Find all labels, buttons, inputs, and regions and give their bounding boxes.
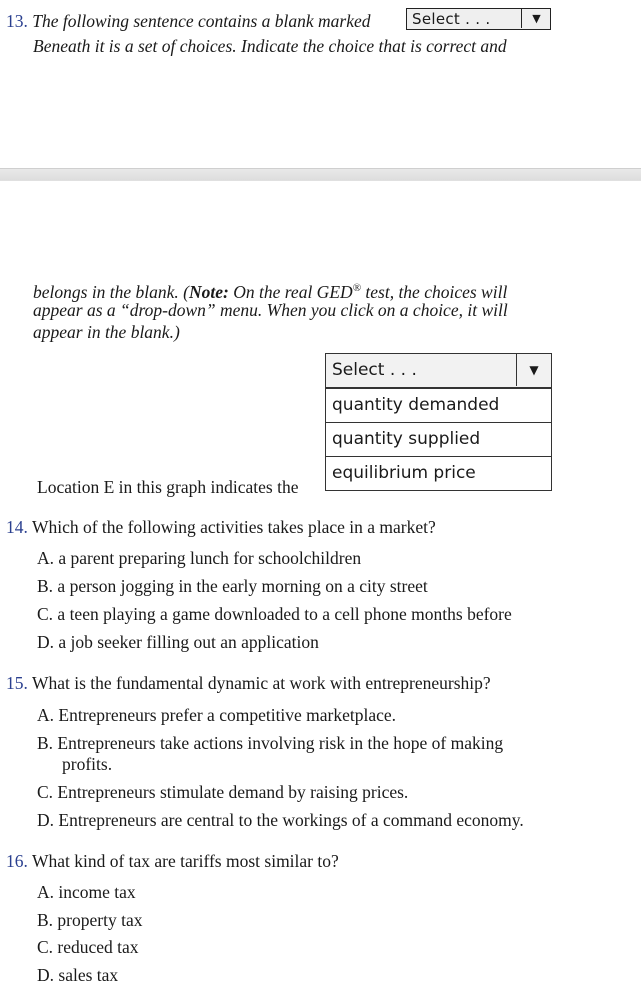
inline-select-label: Select . . . [412,10,491,28]
q13-line3a: belongs in the blank. ( [33,281,190,302]
q15-option-a[interactable]: A. Entrepreneurs prefer a competitive marketplace. [37,705,397,725]
q15-option-b-cont: profits. [62,754,113,774]
q16-option-a[interactable]: A. income tax [37,882,136,902]
q16-text: What kind of tax are tariffs most similar to? [31,851,339,871]
dropdown-option-label: equilibrium price [332,463,476,483]
q13-text-line2: Beneath it is a set of choices. Indicate the choice that is correct and [33,36,507,56]
q13-note-label: Note: [189,281,229,302]
q14-number: 14. [6,517,28,537]
q14-question [6,516,436,538]
q15-question [6,672,491,694]
q14-option-a[interactable]: A. a parent preparing lunch for schoolchildren [37,548,362,568]
dropdown-option-quantity-supplied[interactable] [325,422,552,457]
q16-option-c[interactable]: C. reduced tax [37,937,139,957]
q15-option-c[interactable]: C. Entrepreneurs stimulate demand by raising prices. [37,782,409,802]
q15-option-b[interactable]: B. Entrepreneurs take actions involving risk in the hope of making [37,733,504,753]
dropdown-option-label: quantity demanded [332,395,500,415]
dropdown-option-equilibrium-price[interactable] [325,456,552,491]
q13-number: 13. [6,11,28,31]
q13-sentence: Location E in this graph indicates the [37,477,299,497]
q13-inline-select[interactable] [406,8,551,30]
q16-option-d[interactable]: D. sales tax [37,965,119,985]
q16-option-b[interactable]: B. property tax [37,910,143,930]
dropdown-header-label: Select . . . [332,360,417,380]
q14-text: Which of the following activities takes place in a market? [31,517,436,537]
q15-option-d[interactable]: D. Entrepreneurs are central to the workings of a command economy. [37,810,524,830]
q13-line3c: test, the choices will [361,281,508,302]
q13-dropdown-header[interactable] [325,353,552,388]
q15-text: What is the fundamental dynamic at work with entrepreneurship? [31,673,491,693]
q13-line3b: On the real GED [228,281,353,302]
chevron-down-icon: ▼ [521,9,551,28]
q16-number: 16. [6,851,28,871]
chevron-down-icon: ▼ [516,354,551,386]
q13-text-line5: appear in the blank.) [33,322,180,342]
q13-text-line1: The following sentence contains a blank marked [32,11,371,31]
q14-option-d[interactable]: D. a job seeker filling out an application [37,632,319,652]
dropdown-option-label: quantity supplied [332,429,481,449]
registered-mark: ® [352,282,362,294]
q14-option-c[interactable]: C. a teen playing a game downloaded to a cell phone months before [37,604,512,624]
dropdown-option-quantity-demanded[interactable] [325,388,552,423]
q14-option-b[interactable]: B. a person jogging in the early morning on a city street [37,576,428,596]
q15-number: 15. [6,673,28,693]
q16-question [6,850,339,872]
q13-line1 [6,10,371,32]
q13-text-line4: appear as a “drop-down” menu. When you click on a choice, it will [33,300,508,320]
